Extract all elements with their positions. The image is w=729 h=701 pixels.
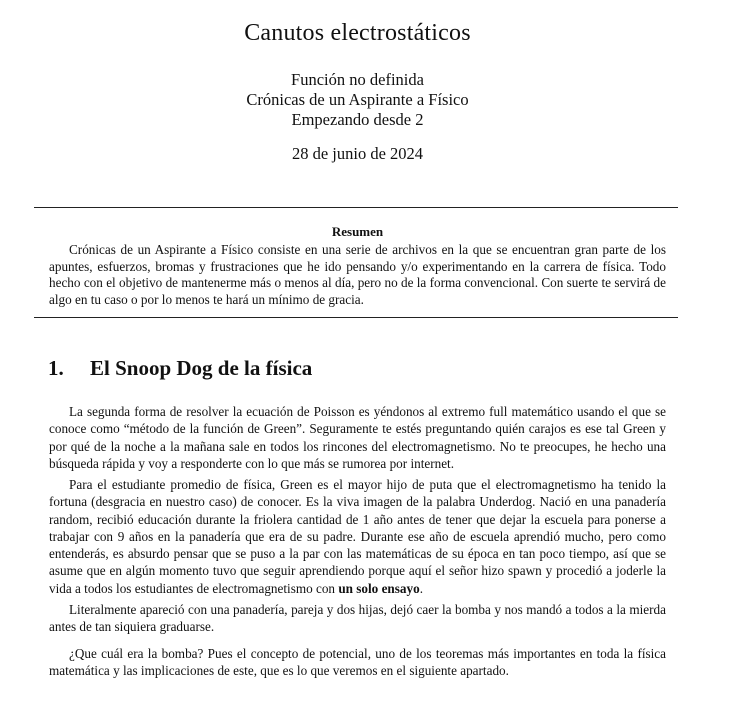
- abstract-text: Crónicas de un Aspirante a Físico consiste en una serie de archivos en la que se encuentran gran parte de los apuntes, esfuerzos, bromas y frustraciones que he ido pensando y/o experimentando en la carrera de física. Todo hecho con el objetivo de mantenerme más o menos al día, pero no de la forma convencional. Con suerte te servirá de algo en tu caso o por lo menos te hará un mínimo de gracia.: [49, 242, 666, 307]
- document-date: 28 de junio de 2024: [291, 144, 424, 163]
- document-subtitle-series: Crónicas de un Aspirante a Físico: [246, 90, 469, 109]
- paragraph-green-biography: [49, 476, 666, 597]
- section-number: 1.: [48, 356, 64, 380]
- abstract-heading: Resumen: [331, 224, 384, 239]
- abstract-top-rule: [34, 207, 678, 208]
- document-subtitle-function: Función no definida: [291, 70, 424, 89]
- abstract-bottom-rule: [34, 317, 678, 318]
- section-title: El Snoop Dog de la física: [90, 356, 313, 380]
- paragraph-biography-text: Para el estudiante promedio de física, Green es el mayor hijo de puta que el electromagnetismo ha tenido la fortuna (desgracia en nuestro caso) de conocer. Es la viva imagen de la palabra Underdog. Nació en una panadería random, recibió educación durante la friolera cantidad de 1 año antes de tener que dejar la escuela para ponerse a trabajar con 9 años en la panadería que era de su padre. Durante ese año de escuela aprendió mucho, pero como entenderás, es absurdo pensar que se puso a la par con las matemáticas de su época en tan poco tiempo, así que se asume que en algún momento tuvo que seguir aprendiendo porque aquí el señor hizo spawn y procedió a joderle la vida a todos los estudiantes de electromagnetismo con: [49, 477, 666, 596]
- paragraph-potential: ¿Que cuál era la bomba? Pues el concepto de potencial, uno de los teoremas más importantes en toda la física matemática y las implicaciones de este, que es lo que veremos en el siguiente apartado.: [49, 646, 666, 679]
- section-heading: [48, 356, 312, 381]
- document-title: Canutos electrostáticos: [244, 20, 471, 46]
- paragraph-biography-end: .: [419, 580, 423, 596]
- paragraph-bold-phrase: un solo ensayo: [338, 580, 420, 596]
- document-subtitle-edition: Empezando desde 2: [291, 110, 424, 129]
- paragraph-bomb: Literalmente apareció con una panadería, pareja y dos hijas, dejó caer la bomba y nos mandó a todos a la mierda antes de tan siquiera graduarse.: [49, 602, 666, 635]
- paragraph-green-method: La segunda forma de resolver la ecuación de Poisson es yéndonos al extremo full matemático usando el que se conoce como “método de la función de Green”. Seguramente te estés preguntando quién carajos es ese tal Green y por qué de la noche a la mañana sale en todos los rincones del electromagnetismo. No te preocupes, he hecho una búsqueda rápida y voy a responderte con lo que más se rumorea por internet.: [49, 404, 666, 471]
